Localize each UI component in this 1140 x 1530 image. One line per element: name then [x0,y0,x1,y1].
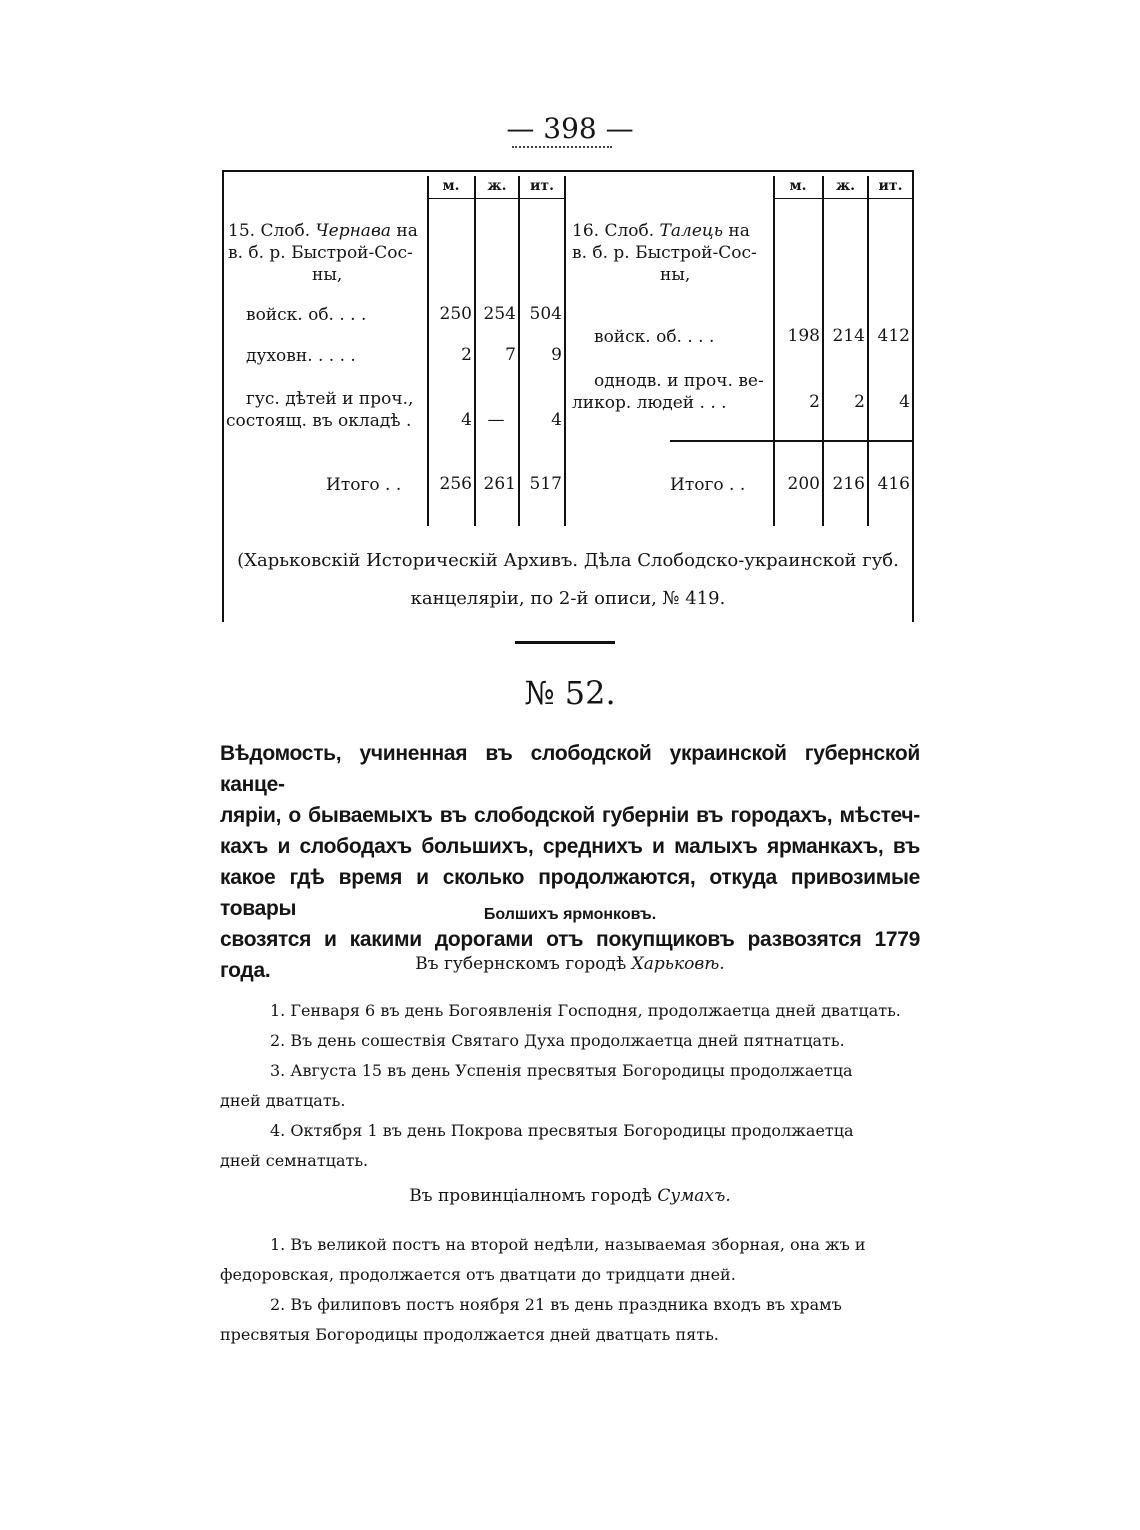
header-zh: ж. [835,178,855,194]
list-item: 2. Въ день сошествія Святаго Духа продолжаетца дней пятнатцать. [270,1031,845,1050]
left-total-label: Итого . . [326,475,402,495]
page-number-underline [512,146,612,148]
list-item: 1. Въ великой постъ на второй недѣли, называемая зборная, она жъ и [270,1235,866,1254]
cell: 256 [439,474,472,494]
left-place-line3: ны, [312,265,343,285]
header-m: м. [789,178,807,194]
cell: 198 [787,326,820,346]
header-it: ит. [878,178,903,194]
total-rule [670,440,912,442]
table-header-divider [774,198,912,199]
cell: 7 [505,345,516,365]
cell: 4 [461,410,472,430]
header-m: м. [442,178,460,194]
cell: 4 [899,392,910,412]
left-place-line2: в. б. р. Быстрой-Сос- [228,243,413,263]
right-row-label: войск. об. . . . [594,327,715,347]
title-line: кахъ и слободахъ большихъ, среднихъ и малыхъ ярманкахъ, въ [220,835,920,858]
cell: 416 [877,474,910,494]
left-row-label: духовн. . . . . [246,346,356,366]
archive-source-line2: канцеляріи, по 2-й описи, № 419. [410,588,726,609]
document-number: № 52. [524,674,616,712]
list-item-cont: пресвятыя Богородицы продолжается дней дватцать пять. [220,1325,719,1344]
subheading: Болшихъ ярмонковъ. [483,906,657,923]
cell: 9 [551,345,562,365]
col-line [564,176,566,526]
left-row-label: состоящ. въ окладѣ . [226,411,412,431]
list-item-cont: федоровская, продолжается отъ дватцати до тридцати дней. [220,1265,736,1284]
cell: 4 [551,410,562,430]
list-item: 2. Въ филиповъ постъ ноября 21 въ день праздника входъ въ храмъ [270,1295,842,1314]
left-place-line1: 15. Слоб. Чернава на [228,221,418,241]
city-heading-sumy: Въ провинціалномъ городѣ Сумахъ. [409,1186,731,1206]
title-line: Вѣдомость, учиненная въ слободской украинской губернской канце- [220,742,920,796]
right-total-label: Итого . . [670,475,746,495]
list-item: 1. Генваря 6 въ день Богоявленія Господня, продолжаетца дней дватцать. [270,1001,901,1020]
header-zh: ж. [487,178,507,194]
cell: 517 [529,474,562,494]
list-item: 4. Октября 1 въ день Покрова пресвятыя Богородицы продолжаетца [270,1121,854,1140]
list-item-cont: дней дватцать. [220,1091,346,1110]
right-place-line1: 16. Слоб. Талець на [572,221,750,241]
cell: 2 [809,392,820,412]
cell: 254 [483,304,516,324]
cell: — [487,410,505,430]
cell: 261 [483,474,516,494]
cell: 214 [832,326,865,346]
right-place-line2: в. б. р. Быстрой-Сос- [572,243,757,263]
cell: 200 [787,474,820,494]
cell: 412 [877,326,910,346]
archive-source-line1: (Харьковскій Историческій Архивъ. Дѣла Слободско-украинской губ. [237,550,899,571]
city-heading-kharkov: Въ губернскомъ городѣ Харьковѣ. [415,954,725,974]
right-row-label: однодв. и проч. ве- [594,371,764,391]
title-line: свозятся и какими дорогами отъ покупщиковъ развозятся 1779 года. [220,928,920,982]
page-number: — 398 — [506,112,634,145]
right-place-line3: ны, [660,265,691,285]
right-row-label: ликор. людей . . . [572,393,727,413]
left-row-label: гус. дѣтей и проч., [246,389,414,409]
kharkov-fairs-list [220,996,920,1176]
header-it: ит. [530,178,554,194]
cell: 216 [832,474,865,494]
document-title [220,738,920,986]
cell: 504 [529,304,562,324]
cell: 2 [854,392,865,412]
title-line: ляріи, о бываемыхъ въ слободской губерніи въ городахъ, мѣстеч- [220,804,920,827]
list-item: 3. Августа 15 въ день Успенія пресвятыя Богородицы продолжаетца [270,1061,853,1080]
section-divider [515,641,615,644]
table-top-border [222,170,914,172]
list-item-cont: дней семнатцать. [220,1151,369,1170]
table-header-divider [428,198,564,199]
population-table [222,170,914,622]
sumy-fairs-list [220,1230,920,1350]
cell: 250 [439,304,472,324]
cell: 2 [461,345,472,365]
title-line: какое гдѣ время и сколько продолжаются, откуда привозимые товары [220,866,920,920]
left-row-label: войск. об. . . . [246,305,367,325]
